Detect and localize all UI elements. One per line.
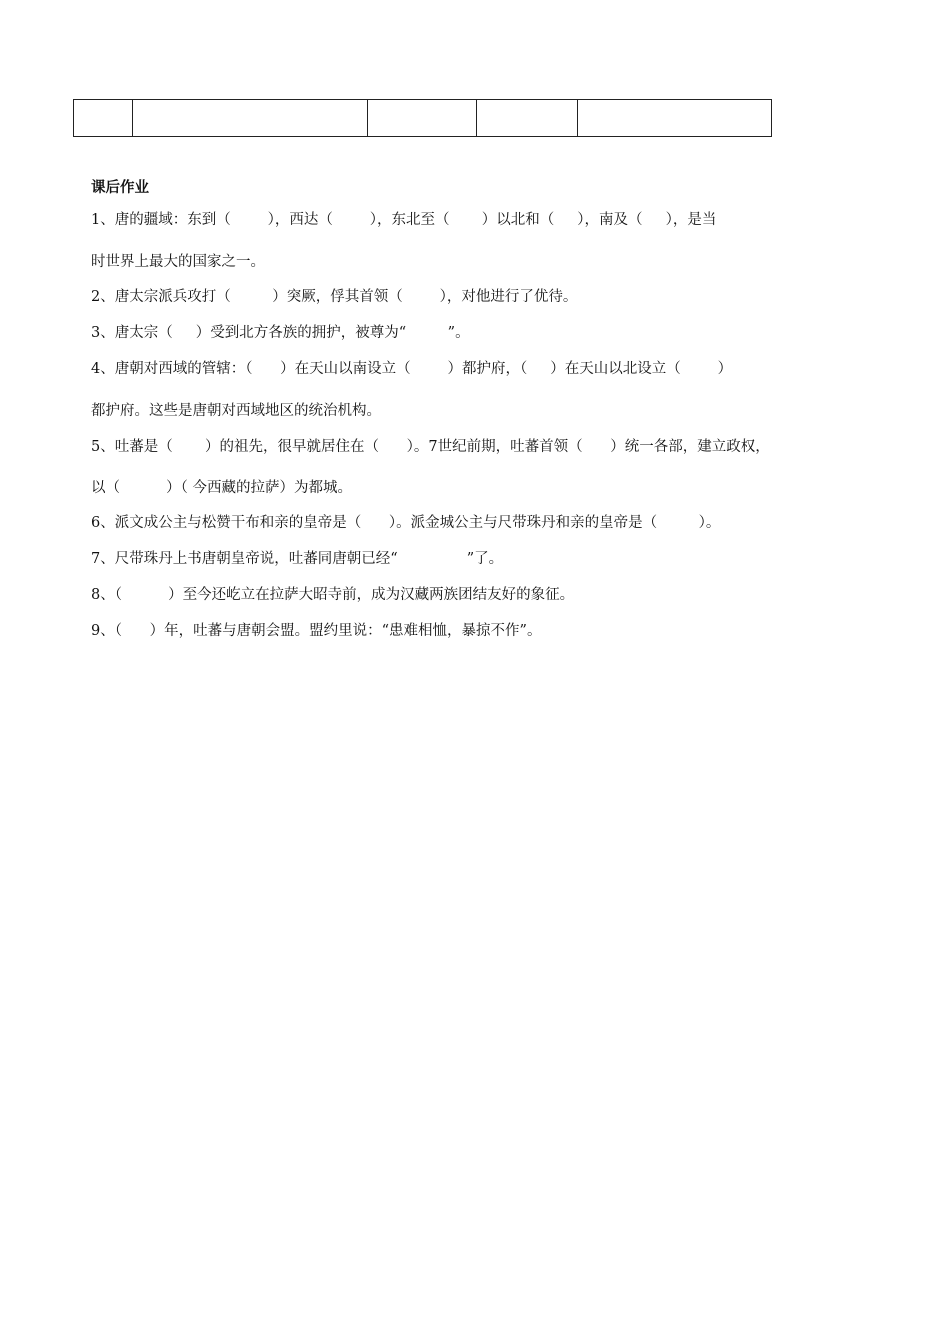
question-4-line-2: 都护府。这些是唐朝对西域地区的统治机构。	[91, 403, 381, 419]
table-cell	[74, 100, 133, 137]
question-7: 7、尺带珠丹上书唐朝皇帝说，吐蕃同唐朝已经“ ”了。	[91, 551, 504, 567]
question-1-line-2: 时世界上最大的国家之一。	[91, 254, 265, 270]
table-row	[74, 100, 772, 137]
question-5-line-1: 5、吐蕃是（ ）的祖先，很早就居住在（ ）。7世纪前期，吐蕃首领（ ）统一各部，建立政权，	[91, 439, 770, 455]
table-cell	[477, 100, 578, 137]
table-cell	[133, 100, 368, 137]
table-cell	[368, 100, 477, 137]
answer-table	[73, 99, 772, 137]
question-8: 8、（ ）至今还屹立在拉萨大昭寺前，成为汉藏两族团结友好的象征。	[91, 587, 575, 603]
question-5-line-2: 以（ ）（ 今西藏的拉萨）为都城。	[91, 480, 352, 496]
question-1-line-1: 1、唐的疆域：东到（ ），西达（ ），东北至（ ）以北和（ ），南及（ ），是当	[91, 212, 717, 228]
question-9: 9、（ ）年，吐蕃与唐朝会盟。盟约里说：“患难相恤，暴掠不作”。	[91, 623, 542, 639]
question-6: 6、派文成公主与松赞干布和亲的皇帝是（ ）。派金城公主与尺带珠丹和亲的皇帝是（ ）。	[91, 515, 721, 531]
question-2: 2、唐太宗派兵攻打（ ）突厥，俘其首领（ ），对他进行了优待。	[91, 289, 578, 305]
section-title: 课后作业	[91, 180, 149, 196]
table-cell	[578, 100, 772, 137]
question-3: 3、唐太宗（ ）受到北方各族的拥护，被尊为“ ”。	[91, 325, 470, 341]
question-4-line-1: 4、唐朝对西域的管辖：（ ）在天山以南设立（ ）都护府，（ ）在天山以北设立（ ）	[91, 361, 733, 377]
